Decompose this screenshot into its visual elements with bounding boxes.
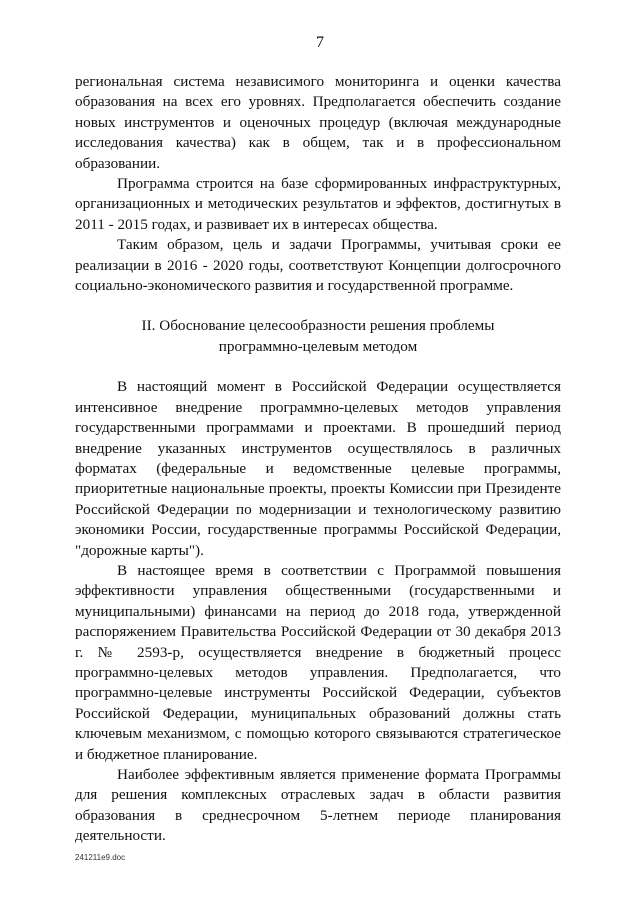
- paragraph: В настоящее время в соответствии с Программой повышения эффективности управления общественными (государственными и муниципальными) финансами на период до 2018 года, утвержденной распоряжением Правительства Российской Федерации от 30 декабря 2013 г. № 2593-р, осуществляется внедрение в бюджетный процесс программно-целевых методов управления. Предполагается, что программно-целевые инструменты Российской Федерации, субъектов Российской Федерации, муниципальных образований должны стать ключевым механизмом, с помощью которого связываются стратегическое и бюджетное планирование.: [75, 561, 561, 763]
- paragraph: Программа строится на базе сформированных инфраструктурных, организационных и методических результатов и эффектов, достигнутых в 2011 - 2015 годах, и развивает их в интересах общества.: [75, 175, 561, 233]
- paragraph: Таким образом, цель и задачи Программы, учитывая сроки ее реализации в 2016 - 2020 годы, соответствуют Концепции долгосрочного социально-экономического развития и государственной программе.: [75, 236, 561, 295]
- section-heading-line-1: II. Обоснование целесообразности решения проблемы: [141, 317, 495, 335]
- section-heading: [75, 316, 561, 357]
- page-number: 7: [316, 34, 324, 51]
- paragraph: В настоящий момент в Российской Федерации осуществляется интенсивное внедрение программно-целевых методов управления государственными программами и проектами. В прошедший период внедрение указанных инструментов осуществлялось в различных форматах (федеральные и ведомственные целевые программы, приоритетные национальные проекты, проекты Комиссии при Президенте Российской Федерации по модернизации и технологическому развитию экономики России, государственные программы Российской Федерации, "дорожные карты").: [75, 378, 561, 559]
- document-body: [75, 72, 561, 847]
- footer-filename: 241211e9.doc: [75, 853, 126, 862]
- paragraph-continuation: региональная система независимого мониторинга и оценки качества образования на всех его уровнях. Предполагается обеспечить создание новых инструментов и оценочных процедур (включая международные исследования качества) как в общем, так и в профессиональном образовании.: [75, 73, 561, 172]
- paragraph: Наиболее эффективным является применение формата Программы для решения комплексных отраслевых задач в области развития образования в среднесрочном 5-летнем периоде планирования деятельности.: [75, 766, 561, 845]
- section-heading-line-2: программно-целевым методом: [218, 337, 418, 355]
